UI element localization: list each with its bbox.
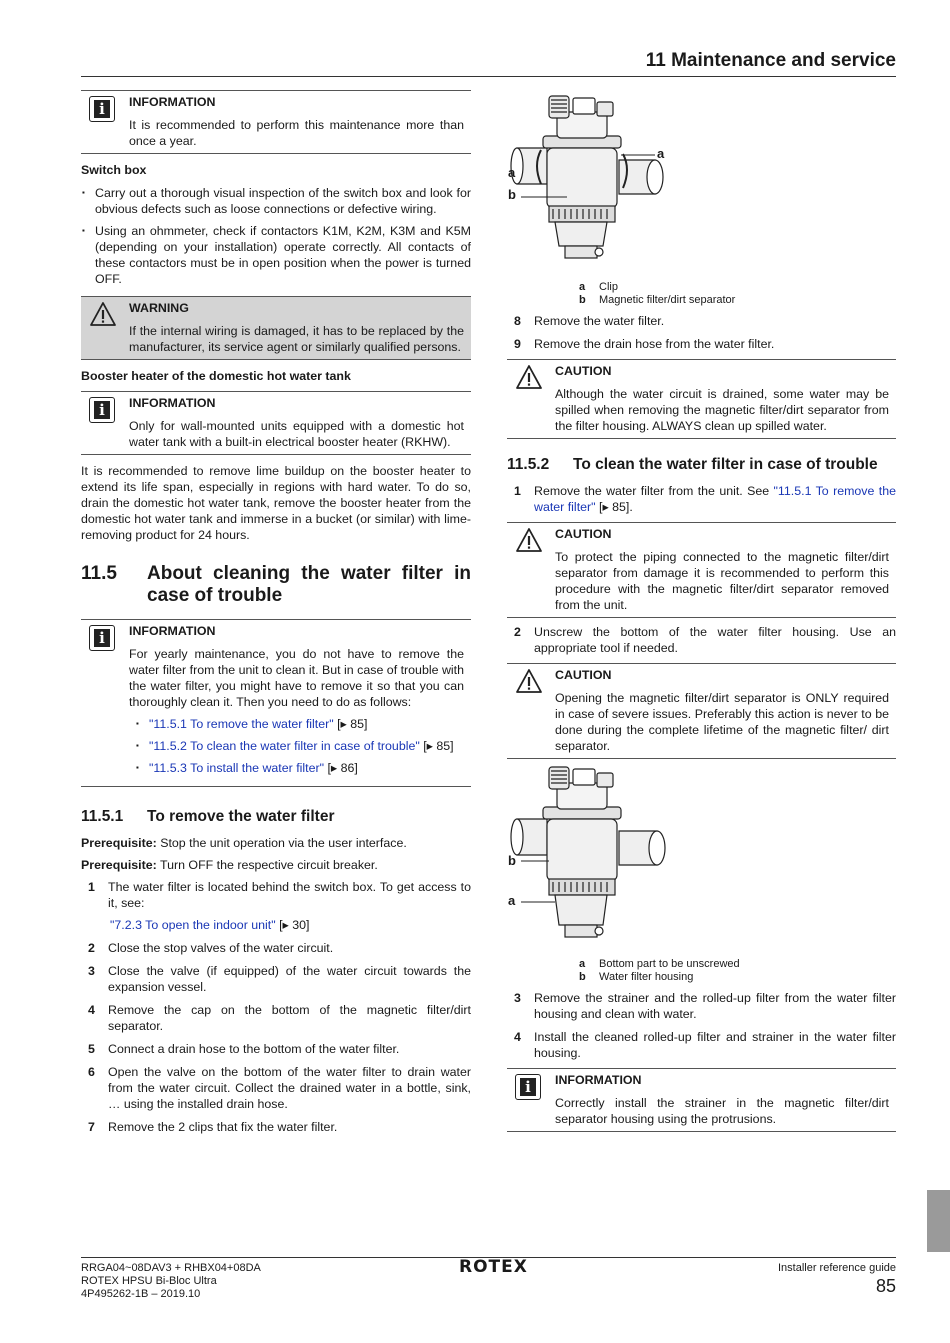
header-rule: [81, 76, 896, 77]
prerequisite-text: Stop the unit operation via the user interface.: [156, 836, 407, 850]
step-text: Remove the strainer and the rolled-up filter from the water filter housing and clean with water.: [534, 991, 896, 1021]
step-text: Remove the drain hose from the water filter.: [534, 337, 775, 351]
step-text-main: Remove the water filter from the unit. See: [534, 484, 774, 498]
step-item: [507, 313, 896, 329]
info-box-text: Only for wall-mounted units equipped with a domestic hot water tank with a built-in electrical booster heater (RKHW).: [129, 419, 464, 449]
step-number: 3: [88, 964, 95, 978]
info-box-title: INFORMATION: [555, 1073, 642, 1087]
info-box-text: For yearly maintenance, you do not have to remove the water filter from the unit to clean it. But in case of trouble with the water filter, you might have to remove it so that you can thoroughly clean it. Then you need to do as follows:: [129, 647, 464, 709]
warning-box: [81, 296, 471, 360]
info-box-title: INFORMATION: [129, 396, 216, 410]
page-ref: [▸ 30]: [275, 918, 310, 932]
info-box-maintenance: [81, 90, 471, 154]
step-text: Remove the water filter.: [534, 314, 665, 328]
step-item: [507, 1029, 896, 1061]
step-list: [507, 624, 896, 656]
prerequisite-label: Prerequisite:: [81, 858, 157, 872]
figure-label-a: a: [508, 165, 516, 180]
left-column: [81, 90, 471, 1142]
legend-row: [579, 971, 896, 984]
information-icon: i: [89, 397, 115, 423]
link-clean-filter[interactable]: "11.5.2 To clean the water filter in case of trouble": [149, 739, 420, 753]
figure-legend: [579, 281, 896, 307]
warning-icon: [89, 301, 117, 331]
section-number: 11.5: [81, 563, 117, 584]
step-text: Install the cleaned rolled-up filter and strainer in the water filter housing.: [534, 1030, 896, 1060]
subsection-number: 11.5.1: [81, 808, 124, 825]
filter-clips-illustration: [507, 88, 896, 278]
info-box-booster: [81, 391, 471, 455]
step-item: [81, 1041, 471, 1057]
caution-box-opening: [507, 663, 896, 759]
step-number: 6: [88, 1065, 95, 1079]
step-number: 4: [514, 1030, 521, 1044]
booster-paragraph: It is recommended to remove lime buildup on the booster heater to extend its life span, especially in regions with hard water. To do so, drain the domestic hot water tank, remove the booster heater from the domestic hot water tank and immerse in a bucket (or similar) with lime-removing product for 24 hours.: [81, 464, 471, 542]
caution-box-drained: [507, 359, 896, 439]
switch-box-heading: Switch box: [81, 163, 147, 177]
page-ref: [▸ 85].: [595, 500, 633, 514]
info-box-title: INFORMATION: [129, 624, 216, 638]
list-item: [136, 716, 464, 732]
information-icon: i: [89, 96, 115, 122]
step-number: 4: [88, 1003, 95, 1017]
subsection-heading: [507, 455, 896, 475]
booster-heading: Booster heater of the domestic hot water tank: [81, 369, 351, 383]
step-number: 2: [88, 941, 95, 955]
page-ref: [▸ 85]: [333, 717, 368, 731]
caution-text: To protect the piping connected to the magnetic filter/dirt separator from damage it is recommended to perform this procedure with the magnetic filter/dirt separator removed from the unit.: [555, 550, 889, 612]
info-box-text: It is recommended to perform this maintenance more than once a year.: [129, 118, 464, 148]
step-item: [81, 1064, 471, 1112]
warning-text: If the internal wiring is damaged, it has to be replaced by the manufacturer, its service agent or similarly qualified persons.: [129, 324, 464, 354]
chapter-tab: [927, 1190, 950, 1252]
step-text: Remove the 2 clips that fix the water filter.: [108, 1120, 338, 1134]
information-icon: i: [89, 625, 115, 651]
caution-icon: [515, 527, 543, 557]
step-text: Close the valve (if equipped) of the water circuit towards the expansion vessel.: [108, 964, 471, 994]
subsection-heading: [81, 807, 471, 827]
caution-icon: [515, 668, 543, 698]
prerequisite: [81, 857, 471, 873]
footer-model: RRGA04~08DAV3 + RHBX04+08DA: [81, 1262, 261, 1274]
step-number: 5: [88, 1042, 95, 1056]
caution-title: CAUTION: [555, 668, 612, 682]
section-heading: [81, 563, 471, 607]
legend-key: b: [579, 971, 586, 983]
step-item: [81, 963, 471, 995]
info-box-cleaning: [81, 619, 471, 787]
step-text: [108, 879, 471, 933]
rotex-logo: ROTEX: [459, 1257, 528, 1277]
right-column: [507, 88, 896, 1132]
footer-document-info: [81, 1262, 261, 1301]
subsection-title: To remove the water filter: [147, 808, 335, 825]
page-ref: [▸ 85]: [419, 739, 454, 753]
footer-product: ROTEX HPSU Bi-Bloc Ultra: [81, 1275, 217, 1287]
page-header-title: 11 Maintenance and service: [645, 50, 896, 71]
step-item: [507, 990, 896, 1022]
list-item: ▪ Using an ohmmeter, check if contactors K1M, K2M, K3M and K5M (depending on your installation) operate correctly. All contacts of these contactors must be in open position when the power is turned OFF.: [81, 223, 471, 287]
warning-title: WARNING: [129, 301, 189, 315]
step-list: [507, 313, 896, 352]
step-number: 9: [514, 337, 521, 351]
step-text: Remove the cap on the bottom of the magnetic filter/dirt separator.: [108, 1003, 471, 1033]
legend-value: Magnetic filter/dirt separator: [599, 294, 736, 306]
figure-filter-clips: [507, 88, 896, 278]
caution-text: Opening the magnetic filter/dirt separator is ONLY required in case of severe issues. Preferably this action is never to be done during the complete lifetime of the magnetic filter/ dirt separator.: [555, 691, 889, 753]
caution-box-protect: [507, 522, 896, 618]
prerequisite: [81, 835, 471, 851]
step-item: [81, 940, 471, 956]
caution-title: CAUTION: [555, 364, 612, 378]
subsection-number: 11.5.2: [507, 456, 550, 473]
figure-label-b: b: [508, 853, 516, 868]
step-list: [507, 990, 896, 1061]
step-number: 1: [514, 484, 521, 498]
footer-doc-number: 4P495262-1B – 2019.10: [81, 1288, 201, 1300]
figure-label-a: a: [508, 893, 516, 908]
info-box-strainer: [507, 1068, 896, 1132]
prerequisite-label: Prerequisite:: [81, 836, 157, 850]
list-item: ▪ Carry out a thorough visual inspection of the switch box and look for obvious defects such as loose connections or defective wiring.: [81, 185, 471, 217]
link-remove-filter[interactable]: "11.5.1 To remove the water filter": [534, 484, 896, 514]
info-box-text: Correctly install the strainer in the magnetic filter/dirt separator housing using the protrusions.: [555, 1096, 889, 1126]
step-number: 8: [514, 314, 521, 328]
step-item: [507, 624, 896, 656]
step-item: [81, 1002, 471, 1034]
step-text: Close the stop valves of the water circuit.: [108, 941, 334, 955]
subsection-title: To clean the water filter in case of trouble: [573, 456, 878, 473]
step-item: [81, 879, 471, 933]
information-icon: i: [515, 1074, 541, 1100]
legend-row: [579, 281, 896, 294]
cross-reference-list: [136, 716, 464, 776]
step-list: [507, 483, 896, 515]
info-box-title: INFORMATION: [129, 95, 216, 109]
step-text: Connect a drain hose to the bottom of the water filter.: [108, 1042, 400, 1056]
caution-text: Although the water circuit is drained, some water may be spilled when removing the magnetic filter/dirt separator from the filter housing. ALWAYS clean up spilled water.: [555, 387, 889, 433]
step-item: [507, 483, 896, 515]
figure-label-b: b: [508, 187, 516, 202]
page-ref: [▸ 86]: [324, 761, 358, 775]
page-number: 85: [875, 1276, 896, 1296]
figure-filter-housing: [507, 765, 896, 955]
step-text: Unscrew the bottom of the water filter housing. Use an appropriate tool if needed.: [534, 625, 896, 655]
step-number: 2: [514, 625, 521, 639]
caution-title: CAUTION: [555, 527, 612, 541]
legend-value: Clip: [599, 281, 618, 293]
step-item: [507, 336, 896, 352]
step-number: 1: [88, 880, 95, 894]
switch-box-list: [81, 185, 471, 287]
link-remove-filter[interactable]: "11.5.1 To remove the water filter": [149, 717, 334, 731]
figure-label-a: a: [657, 146, 665, 161]
step-item: [81, 1119, 471, 1135]
legend-key: a: [579, 281, 586, 293]
step-text: Open the valve on the bottom of the water filter to drain water from the water circuit. Collect the drained water in a bottle, sink, … using the installed drain hose.: [108, 1065, 471, 1111]
list-item: [136, 760, 464, 776]
link-install-filter[interactable]: "11.5.3 To install the water filter": [149, 761, 325, 775]
list-item: [136, 738, 464, 754]
step-number: 3: [514, 991, 521, 1005]
prerequisite-text: Turn OFF the respective circuit breaker.: [156, 858, 378, 872]
caution-icon: [515, 364, 543, 394]
step-text-main: The water filter is located behind the switch box. To get access to it, see:: [108, 880, 471, 910]
footer-guide-title: Installer reference guide: [777, 1262, 896, 1274]
section-title: About cleaning the water filter in case of trouble: [147, 563, 471, 606]
legend-row: [579, 294, 896, 307]
filter-housing-illustration: [507, 765, 896, 955]
legend-row: [579, 958, 896, 971]
legend-value: Water filter housing: [599, 971, 694, 983]
legend-key: b: [579, 294, 586, 306]
link-open-indoor-unit[interactable]: "7.2.3 To open the indoor unit": [110, 918, 276, 932]
step-text: [534, 483, 896, 515]
figure-legend: [579, 958, 896, 984]
step-list: [81, 879, 471, 1135]
legend-value: Bottom part to be unscrewed: [599, 958, 740, 970]
step-number: 7: [88, 1120, 95, 1134]
legend-key: a: [579, 958, 586, 970]
